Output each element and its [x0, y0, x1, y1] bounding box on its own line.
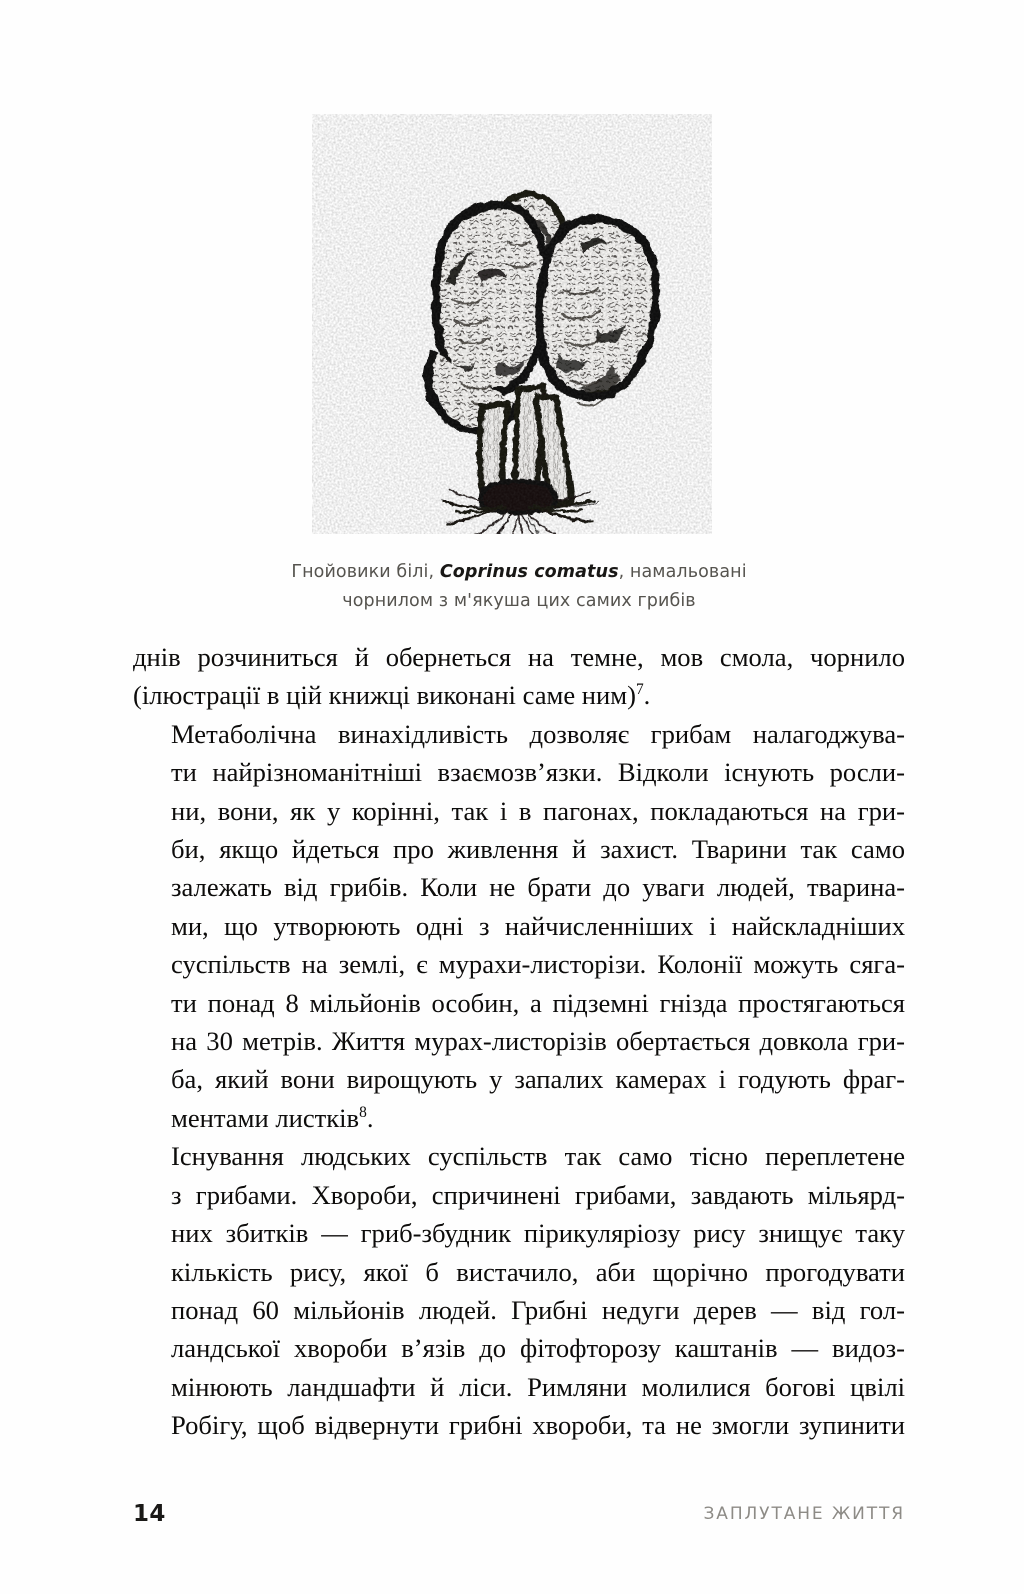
- paragraph-3: [133, 1137, 905, 1444]
- text-line: ти понад 8 мільйонів особин, а підземні гнізда простягаються: [171, 987, 905, 1018]
- text-line: мінюють ландшафти й ліси. Римляни молилися богові цвілі: [171, 1371, 905, 1402]
- text-line-content: (ілюстрації в цій книжці виконані саме ним): [133, 680, 636, 711]
- page-footer: [133, 1494, 905, 1534]
- text-line: Метаболічна винахідливість дозволяє грибам налагоджува-: [171, 718, 905, 749]
- text-line: Існування людських суспільств так само тісно переплетене: [171, 1141, 905, 1172]
- text-line: ба, який вони вирощують у запалих камерах і годують фраг-: [171, 1064, 905, 1095]
- text-line: суспільств на землі, є мурахи-листорізи. Колонії можуть сяга-: [171, 949, 905, 980]
- caption-line-1: [291, 562, 746, 582]
- caption-line-2: чорнилом з м'якуша цих самих грибів: [342, 591, 696, 611]
- text-line: ландської хвороби в’язів до фітофторозу каштанів — видоз-: [171, 1333, 905, 1364]
- text-line-tail: .: [366, 1102, 374, 1133]
- text-line: ти найрізноманітніші взаємозв’язки. Відколи існують росли-: [171, 757, 905, 788]
- paragraph-2: [133, 715, 905, 1137]
- text-line: кількість рису, якої б вистачило, аби щорічно прогодувати: [171, 1256, 905, 1287]
- text-line-tail: .: [643, 680, 651, 711]
- text-line: би, якщо йдеться про живлення й захист. Тварини так само: [171, 834, 905, 865]
- text-line: [133, 676, 905, 714]
- text-line: з грибами. Хвороби, спричинені грибами, завдають мільярд-: [171, 1179, 905, 1210]
- page-number: 14: [133, 1501, 166, 1527]
- text-line: ми, що утворюють одні з найчисленніших і найскладніших: [171, 910, 905, 941]
- footnote-marker: 7: [635, 681, 644, 699]
- footnote-marker: 8: [359, 1104, 367, 1122]
- text-line: днів розчиниться й обернеться на темне, мов смола, чорнило: [133, 642, 905, 672]
- text-line: ни, вони, як у корінні, так і в пагонах, покладаються на гри-: [171, 795, 905, 826]
- caption-text-before: Гнойовики білі,: [291, 562, 440, 582]
- running-head: ЗАПЛУТАНЕ ЖИТТЯ: [703, 1504, 905, 1524]
- text-line: понад 60 мільйонів людей. Грибні недуги дерев — від гол-: [171, 1294, 905, 1325]
- text-line-content: ментами листків: [171, 1102, 360, 1133]
- text-line: [133, 1099, 905, 1137]
- text-line: на 30 метрів. Життя мурах-листорізів обертається довкола гри-: [171, 1026, 905, 1057]
- text-line: залежать від грибів. Коли не брати до уваги людей, тварина-: [171, 872, 905, 903]
- paragraph-1: [133, 638, 905, 715]
- text-line: них збитків — гриб-збудник пірикуляріозу рису знищує таку: [171, 1218, 905, 1249]
- caption-species-name: Coprinus comatus: [439, 562, 619, 582]
- caption-text-after: , намальовані: [618, 562, 747, 582]
- body-text: [133, 638, 905, 1445]
- mushroom-illustration: [0, 104, 1024, 534]
- figure-caption: [133, 558, 905, 616]
- text-line: Робігу, щоб відвернути грибні хвороби, та не змогли зупинити: [171, 1410, 905, 1441]
- shaggy-ink-cap-mushrooms-icon: [312, 114, 712, 534]
